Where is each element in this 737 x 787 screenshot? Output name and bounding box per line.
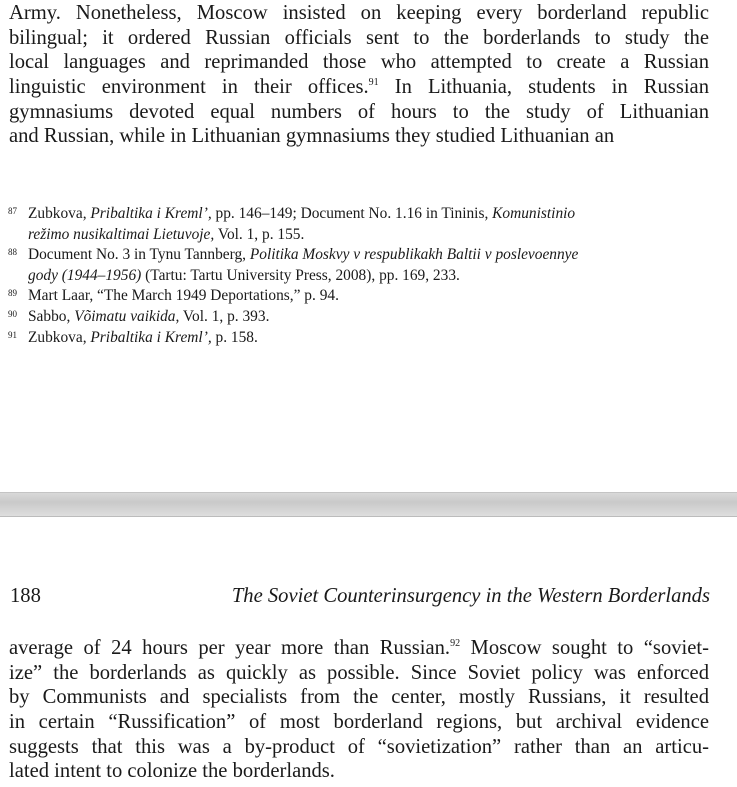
text-line: in certain “Russification” of most borderland regions, but archival evidence <box>9 711 709 734</box>
footnote-line <box>28 266 710 287</box>
text-segment: pp. 146–149; Document No. 1.16 in Tininis, <box>211 205 493 222</box>
footnote <box>8 286 710 307</box>
text-line: ize” the borderlands as quickly as possible. Since Soviet policy was enforced <box>9 661 709 684</box>
italic-title: Komunistinio <box>492 205 576 222</box>
italic-title: režimo nusikaltimai Lietuvoje, <box>28 225 215 243</box>
text-segment: p. 158. <box>211 328 258 346</box>
top-paragraph <box>9 1 709 149</box>
page-number: 188 <box>10 585 41 607</box>
text-segment: Zubkova, <box>28 205 91 222</box>
footnote-line: Mart Laar, “The March 1949 Deportations,” p. 94. <box>28 287 339 305</box>
footnote-marker[interactable]: 91 <box>368 77 379 89</box>
text-segment: (Tartu: Tartu University Press, 2008), pp. 169, 233. <box>141 266 460 284</box>
text-segment: Zubkova, <box>28 328 91 346</box>
text-segment: Document No. 3 in Tynu Tannberg, <box>28 246 250 264</box>
footnote-line <box>28 307 710 328</box>
footnote-line <box>28 245 710 266</box>
footnote-line <box>28 328 710 349</box>
text-line: Army. Nonetheless, Moscow insisted on keeping every borderland republic <box>9 2 709 24</box>
text-line: gymnasiums devoted equal numbers of hours to the study of Lithuanian <box>9 100 709 123</box>
text-line: suggests that this was a by-product of “sovietization” rather than an articu- <box>9 735 709 758</box>
text-segment: average of 24 hours per year more than Russian. <box>9 637 451 659</box>
text-line <box>9 75 709 100</box>
text-segment: Sabbo, <box>28 307 75 325</box>
footnote-number: 87 <box>8 206 17 216</box>
text-segment: Vol. 1, p. 393. <box>179 307 270 325</box>
footnotes <box>8 204 710 348</box>
text-line: local languages and reprimanded those who attempted to create a Russian <box>9 51 709 74</box>
text-line: by Communists and specialists from the center, mostly Russians, it resulted <box>9 686 709 709</box>
footnote <box>8 328 710 349</box>
footnote-number: 89 <box>8 288 17 299</box>
text-segment: linguistic environment in their offices. <box>9 76 369 99</box>
bottom-paragraph <box>9 636 709 784</box>
footnote-number: 88 <box>8 247 17 258</box>
running-title: The Soviet Counterinsurgency in the Western Borderlands <box>231 585 710 607</box>
page-break-divider <box>0 492 737 517</box>
italic-title: Võimatu vaikida, <box>74 307 180 325</box>
footnote-marker[interactable]: 92 <box>450 638 461 650</box>
italic-title: Politika Moskvy v respublikakh Baltii v poslevoennye <box>249 246 579 264</box>
italic-title: Pribaltika i Kreml’, <box>90 205 212 222</box>
footnote-number: 91 <box>8 329 17 340</box>
text-segment: Moscow sought to “soviet- <box>460 637 709 659</box>
italic-title: gody (1944–1956) <box>28 266 142 284</box>
text-line <box>9 636 709 661</box>
footnote-line <box>28 204 710 225</box>
italic-title: Pribaltika i Kreml’, <box>90 328 212 346</box>
text-segment: Vol. 1, p. 155. <box>214 225 305 243</box>
footnote-number: 90 <box>8 308 17 319</box>
footnote <box>8 245 710 286</box>
text-line: and Russian, while in Lithuanian gymnasiums they studied Lithuanian an <box>9 125 615 148</box>
footnote <box>8 307 710 328</box>
text-segment: In Lithuania, students in Russian <box>378 76 709 99</box>
text-line: lated intent to colonize the borderlands. <box>9 760 335 783</box>
running-head <box>10 585 710 611</box>
footnote <box>8 204 710 245</box>
text-line: bilingual; it ordered Russian officials sent to the borderlands to study the <box>9 26 709 49</box>
footnote-line <box>28 225 710 246</box>
